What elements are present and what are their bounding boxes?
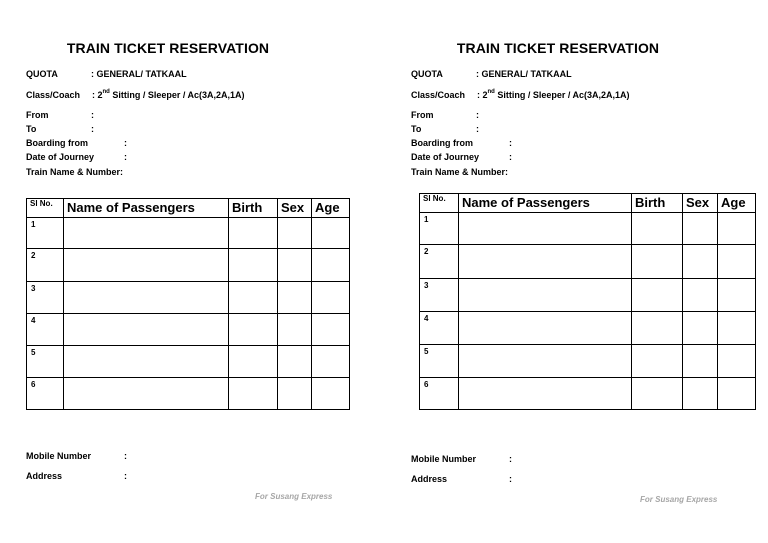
col-name: Name of Passengers xyxy=(459,194,632,213)
reservation-form-right: TRAIN TICKET RESERVATION QUOTA : GENERAL/ TATKAAL Class/Coach : 2nd Sitting / Sleeper / Ac(3A,2A,1A) From : To : Boarding from : Date of Journey : Train Name & Number: Sl No. Name of Passengers Birth Sex Age 1 2 3 4 5 6 Mobile Number : Address : For Susang Express xyxy=(411,0,768,543)
table-row: 4 xyxy=(27,314,350,346)
address-label: Address xyxy=(26,471,63,481)
col-sl: Sl No. xyxy=(420,194,459,213)
boarding-label: Boarding from xyxy=(411,138,473,148)
class-value: : 2nd Sitting / Sleeper / Ac(3A,2A,1A) xyxy=(477,89,630,100)
col-sl: Sl No. xyxy=(27,199,64,218)
train-label: Train Name & Number: xyxy=(26,167,124,177)
col-sex: Sex xyxy=(278,199,312,218)
from-label: From xyxy=(26,110,49,120)
col-sex: Sex xyxy=(683,194,718,213)
form-title: TRAIN TICKET RESERVATION xyxy=(66,40,270,56)
form-title: TRAIN TICKET RESERVATION xyxy=(456,40,660,56)
table-row: 5 xyxy=(27,346,350,378)
col-age: Age xyxy=(312,199,350,218)
doj-label: Date of Journey xyxy=(26,152,95,162)
reservation-form-left: TRAIN TICKET RESERVATION QUOTA : GENERAL/ TATKAAL Class/Coach : 2nd Sitting / Sleeper / Ac(3A,2A,1A) From : To : Boarding from : Date of Journey : Train Name & Number: Sl No. Name of Passengers Birth Sex Age 1 2 3 4 5 6 Mobile Number : Address : For Susang Express xyxy=(26,0,386,543)
quota-value: : GENERAL/ TATKAAL xyxy=(91,69,187,79)
from-label: From xyxy=(411,110,434,120)
table-header xyxy=(27,199,350,218)
table-row: 6 xyxy=(27,378,350,410)
table-row: 3 xyxy=(420,279,756,312)
address-label: Address xyxy=(411,474,448,484)
footer-signature: For Susang Express xyxy=(255,492,333,501)
table-row: 5 xyxy=(420,345,756,378)
to-label: To xyxy=(26,124,37,134)
footer-signature: For Susang Express xyxy=(640,495,718,504)
class-value: : 2nd Sitting / Sleeper / Ac(3A,2A,1A) xyxy=(92,89,245,100)
class-label: Class/Coach xyxy=(411,90,466,100)
doj-label: Date of Journey xyxy=(411,152,480,162)
col-name: Name of Passengers xyxy=(64,199,229,218)
table-row: 1 xyxy=(420,213,756,245)
col-birth: Birth xyxy=(632,194,683,213)
passenger-table xyxy=(419,193,756,410)
table-row: 6 xyxy=(420,378,756,410)
mobile-label: Mobile Number xyxy=(411,454,477,464)
table-row: 4 xyxy=(420,312,756,345)
table-row: 3 xyxy=(27,282,350,314)
table-row: 1 xyxy=(27,218,350,249)
boarding-label: Boarding from xyxy=(26,138,88,148)
train-label: Train Name & Number: xyxy=(411,167,509,177)
mobile-label: Mobile Number xyxy=(26,451,92,461)
quota-label: QUOTA xyxy=(26,69,58,79)
quota-value: : GENERAL/ TATKAAL xyxy=(476,69,572,79)
table-row: 2 xyxy=(27,249,350,282)
table-row: 2 xyxy=(420,245,756,279)
col-age: Age xyxy=(718,194,756,213)
to-label: To xyxy=(411,124,422,134)
class-label: Class/Coach xyxy=(26,90,81,100)
table-header xyxy=(420,194,756,213)
quota-label: QUOTA xyxy=(411,69,443,79)
col-birth: Birth xyxy=(229,199,278,218)
passenger-table xyxy=(26,198,350,410)
